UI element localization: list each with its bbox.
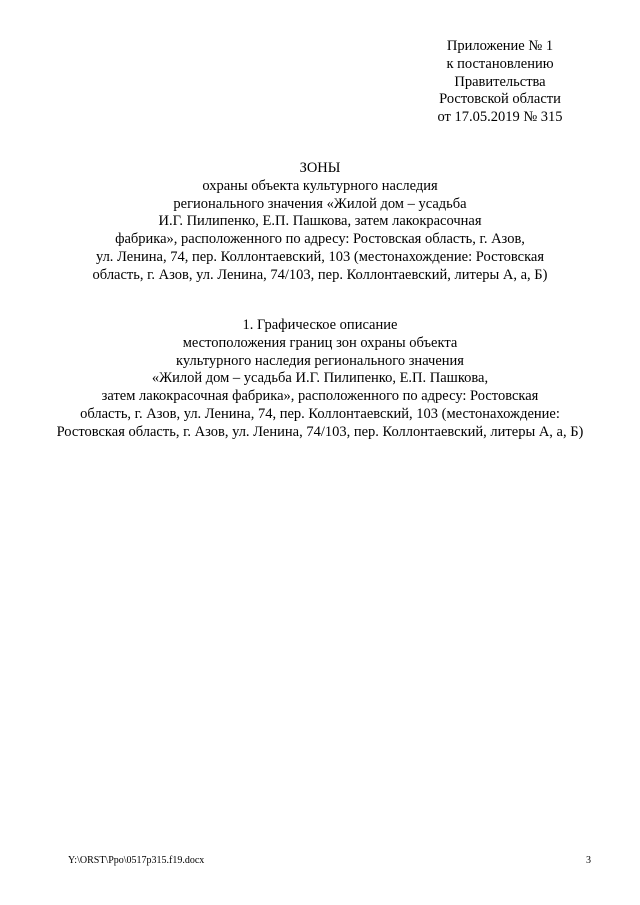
section-1-line: область, г. Азов, ул. Ленина, 74, пер. Коллонтаевский, 103 (местонахождение: (80, 405, 560, 422)
zones-title-line: охраны объекта культурного наследия (202, 177, 438, 194)
section-1-line: местоположения границ зон охраны объекта (182, 334, 458, 351)
zones-title-line: ул. Ленина, 74, пер. Коллонтаевский, 103 (местонахождение: Ростовская (95, 248, 545, 265)
appendix-line: к постановлению (446, 55, 554, 72)
appendix-header (400, 38, 600, 127)
section-1-line: культурного наследия регионального значения (176, 352, 464, 369)
section-1-heading-block (40, 317, 600, 442)
footer-file-path: Y:\ORST\Ppo\0517p315.f19.docx (68, 855, 205, 866)
zones-title-line: регионального значения «Жилой дом – усадьба (173, 195, 467, 212)
zones-title-block (40, 160, 600, 285)
zones-title-line: фабрика», расположенного по адресу: Ростовская область, г. Азов, (115, 231, 525, 248)
page-number: 3 (586, 855, 591, 866)
section-1-line: «Жилой дом – усадьба И.Г. Пилипенко, Е.П. Пашкова, (151, 370, 489, 387)
appendix-date-line: от 17.05.2019 № 315 (437, 109, 563, 126)
zones-title-line: область, г. Азов, ул. Ленина, 74/103, пер. Коллонтаевский, литеры А, а, Б) (92, 266, 548, 283)
section-1-heading: 1. Графическое описание (242, 317, 398, 333)
appendix-line: Правительства (454, 73, 546, 90)
section-1-line: Ростовская область, г. Азов, ул. Ленина, 74/103, пер. Коллонтаевский, литеры А, а, Б) (56, 423, 584, 440)
appendix-line: Приложение № 1 (446, 38, 554, 54)
zones-title-line: И.Г. Пилипенко, Е.П. Пашкова, затем лакокрасочная (158, 213, 482, 230)
section-1-line: затем лакокрасочная фабрика», расположенного по адресу: Ростовская (101, 388, 539, 405)
zones-heading: ЗОНЫ (299, 160, 341, 176)
appendix-line: Ростовской области (439, 91, 561, 108)
